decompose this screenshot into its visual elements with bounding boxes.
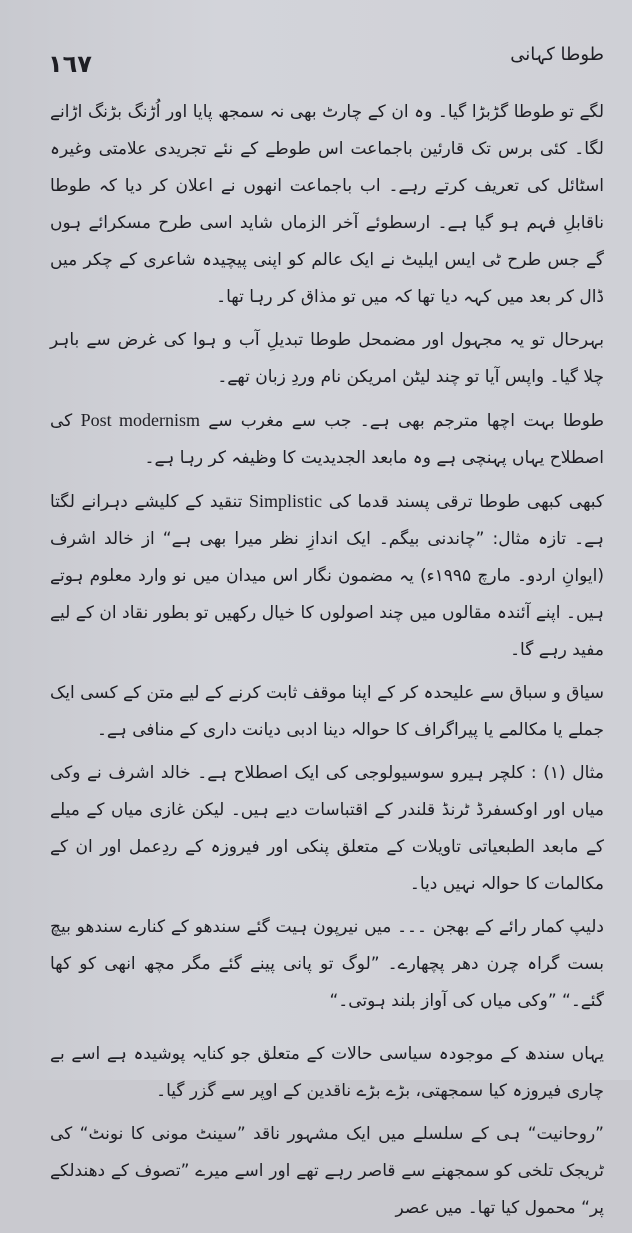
- page-header: [48, 44, 604, 84]
- paragraph-9: [50, 1116, 604, 1227]
- paragraph-text: بہرحال تو یہ مجہول اور مضمحل طوطا تبدیلِ آب و ہوا کی غرض سے باہر چلا گیا۔ واپس آیا تو چند لیٹن امریکن نام وردِ زبان تھے۔: [50, 330, 604, 387]
- paragraph-text: مثال (۱) : کلچر ہیرو سوسیولوجی کی ایک اصطلاح ہے۔ خالد اشرف نے وکی میاں اور اوکسفرڈ ٹرنڈ قلندر کے اقتباسات دیے ہیں۔ لیکن غازی میاں کے میلے کے مابعد الطبعیاتی تاویلات کے متعلق پنکی اور فیروزہ کے ردِعمل اور ان کے مکالمات کا حوالہ نہیں دیا۔: [50, 763, 604, 894]
- paragraph-5: [50, 675, 604, 749]
- paragraph-2: [50, 322, 604, 396]
- page-number: ١٦٧: [48, 50, 92, 78]
- paragraph-text: سیاق و سباق سے علیحدہ کر کے اپنا موقف ثابت کرنے کے لیے متن کے کسی ایک جملے یا مکالمے یا پیراگراف کا حوالہ دینا ادبی دیانت داری کے منافی ہے۔: [50, 683, 604, 740]
- paragraph-text: دلیپ کمار رائے کے بھجن ۔۔۔ میں نیرپون ہیت گئے سندھو کے کنارے سندھو بیچ بست گراہ چرن دھر پچھارے۔ ”لوگ تو پانی پینے گئے مگر مچھ انھی کو کھا گئے۔“ ”وکی میاں کی آواز بلند ہوتی۔“: [50, 917, 604, 1011]
- paragraph-text: ”روحانیت“ ہی کے سلسلے میں ایک مشہور ناقد ”سینٹ مونی کا نونٹ“ کی ٹریجک تلخی کو سمجھنے سے قاصر رہے تھے اور اسے میرے ”تصوف کے دھندلکے پر“ محمول کیا تھا۔ میں عصر: [50, 1124, 604, 1218]
- paragraph-1: [50, 94, 604, 316]
- latin-term: Post modernism: [80, 410, 200, 430]
- paragraph-7: [50, 909, 604, 1020]
- paragraph-text-before: طوطا بہت اچھا مترجم بھی ہے۔ جب سے مغرب سے: [208, 411, 605, 431]
- paragraph-text-after: کی اصطلاح یہاں پہنچی ہے وہ مابعد الجدیدیت کا وظیفہ کر رہا ہے۔: [50, 411, 604, 468]
- paragraph-text-before: کبھی کبھی طوطا ترقی پسند قدما کی: [328, 492, 605, 512]
- paragraph-6: [50, 755, 604, 903]
- running-head: طوطا کہانی: [510, 44, 604, 65]
- paragraph-8: [50, 1036, 604, 1110]
- paragraph-4: [50, 483, 604, 669]
- page-body: [50, 94, 604, 1233]
- paragraph-text: یہاں سندھ کے موجودہ سیاسی حالات کے متعلق جو کنایہ پوشیدہ ہے اسے بے چاری فیروزہ کیا سمجھتی، بڑے بڑے ناقدین کے اوپر سے گزر گیا۔: [50, 1044, 604, 1101]
- latin-term: Simplistic: [249, 491, 323, 511]
- paragraph-text-after: تنقید کے کلیشے دہرانے لگتا ہے۔ تازہ مثال: ”چاندنی بیگم۔ ایک اندازِ نظر میرا بھی ہے“ از خالد اشرف (ایوانِ اردو۔ مارچ ۱۹۹۵ء) یہ مضمون نگار اس میدان میں نو وارد معلوم ہوتے ہیں۔ اپنے آئندہ مقالوں میں چند اصولوں کا خیال رکھیں تو بطور نقاد ان کے لیے مفید رہے گا۔: [50, 492, 604, 660]
- paragraph-3: [50, 402, 604, 477]
- paragraph-text: لگے تو طوطا گڑبڑا گیا۔ وہ ان کے چارٹ بھی نہ سمجھ پایا اور اُڑنگ بڑنگ اڑانے لگا۔ کئی برس تک قارئین باجماعت اس طوطے کے نئے تجریدی علامتی وغیرہ اسٹائل کی تعریف کرتے رہے۔ اب باجماعت انھوں نے اعلان کر دیا کہ طوطا ناقابلِ فہم ہو گیا ہے۔ ارسطوئے آخر الزماں شاید اسی طرح مسکرائے ہوں گے جس طرح ٹی ایس ایلیٹ نے ایک عالم کو اپنی پیچیدہ شاعری کے چکر میں ڈال کر بعد میں کہہ دیا تھا کہ میں تو مذاق کر رہا تھا۔: [50, 102, 604, 307]
